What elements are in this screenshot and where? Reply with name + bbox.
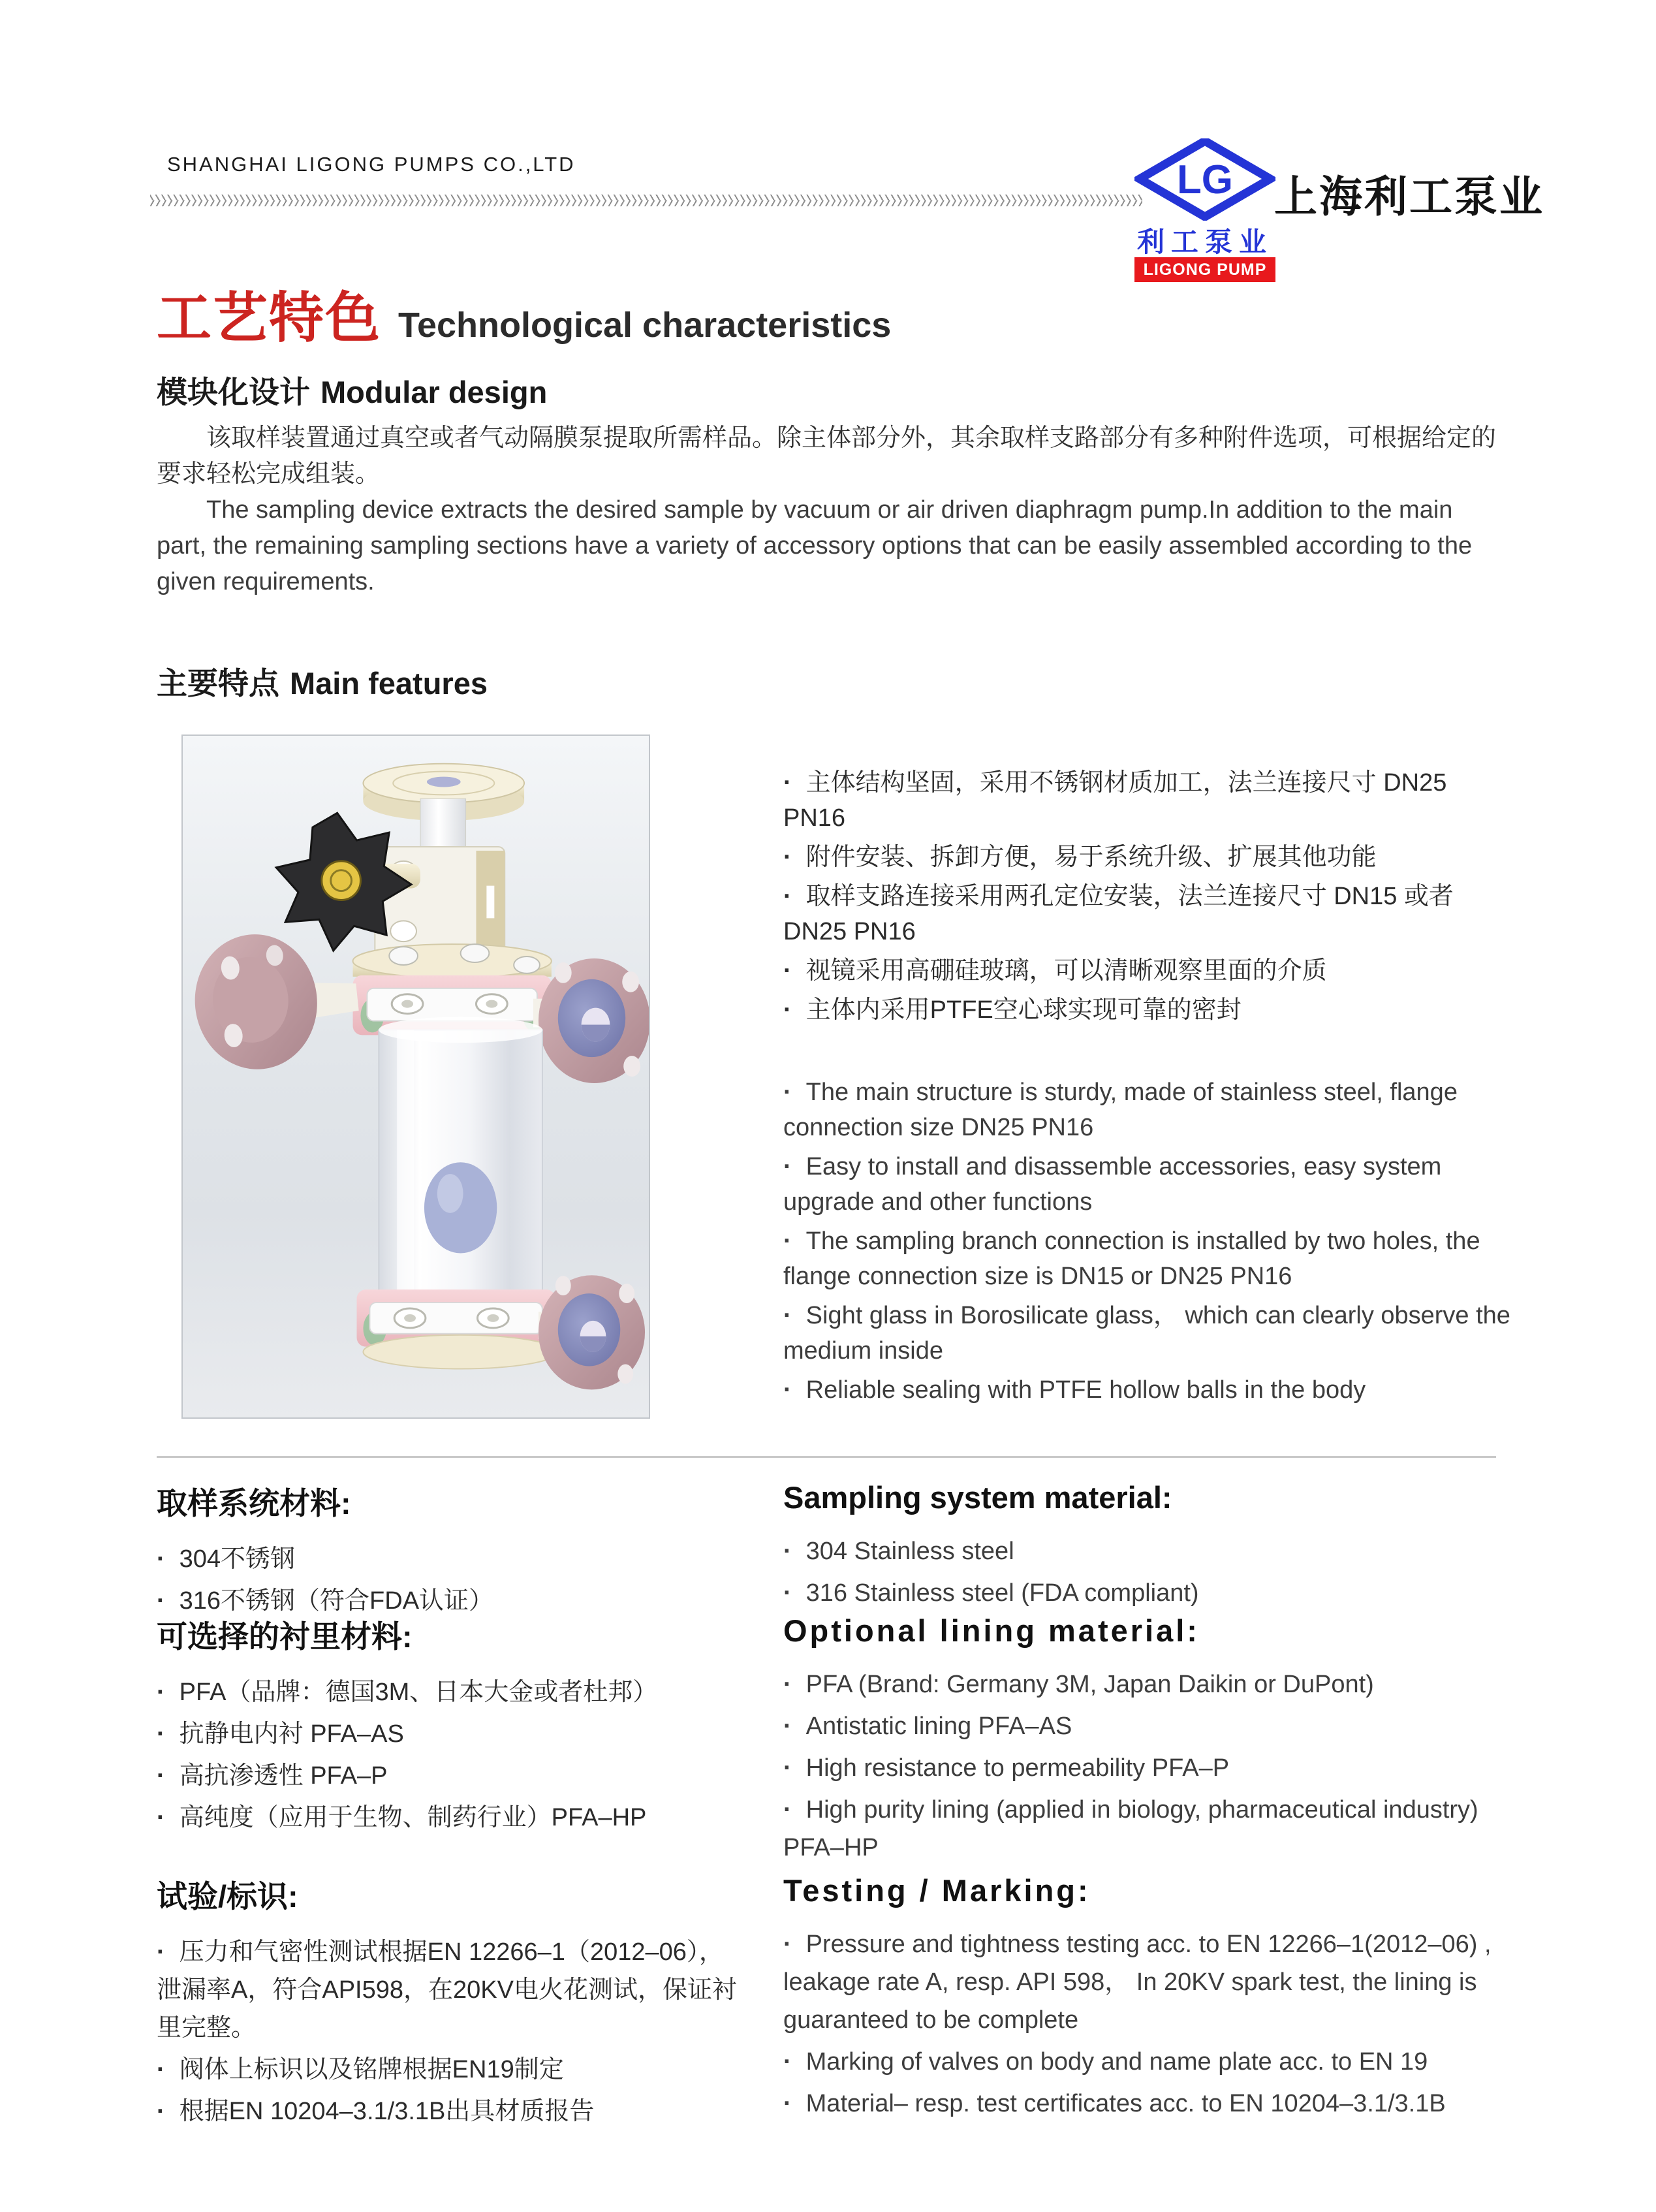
lining-material-heading-cn: 可选择的衬里材料: [157, 1619, 413, 1654]
lining-item: · Antistatic lining PFA–AS [783, 1707, 1524, 1745]
feature-item: · The main structure is sturdy, made of stainless steel, flange connection size DN25 PN16 [783, 1075, 1522, 1145]
ptfe-ball [424, 1162, 497, 1253]
feature-item: · 主体内采用PTFE空心球实现可靠的密封 [783, 992, 1513, 1028]
logo-chinese-name: 利工泵业 [1136, 227, 1273, 257]
modular-heading-en: Modular design [320, 375, 548, 409]
lining-item: · 高抗渗透性 PFA–P [157, 1757, 747, 1795]
testing-item: · 阀体上标识以及铭牌根据EN19制定 [157, 2051, 747, 2089]
lg-diamond-icon [1134, 138, 1275, 221]
lining-item: · High resistance to permeability PFA–P [783, 1749, 1524, 1787]
lining-item: · 抗静电内衬 PFA–AS [157, 1715, 747, 1753]
feature-item: · Reliable sealing with PTFE hollow balls in the body [783, 1372, 1522, 1408]
lining-item: · 高纯度（应用于生物、制药行业）PFA–HP [157, 1799, 747, 1837]
page-title [157, 274, 891, 353]
testing-item: · Pressure and tightness testing acc. to EN 12266–1(2012–06) , leakage rate A, resp. API 598， In 20KV spark test, the lining is guaranteed to be complete [783, 1925, 1524, 2039]
feature-item: · Easy to install and disassemble accessories, easy system upgrade and other functions [783, 1149, 1522, 1220]
valve-bonnet [375, 847, 505, 957]
sampling-material-heading-en: Sampling system material: [783, 1480, 1172, 1515]
sampling-valve-illustration [183, 736, 649, 1417]
section-divider [157, 1456, 1496, 1458]
features-heading-cn: 主要特点 [157, 666, 279, 701]
testing-marking-cn [157, 1872, 747, 2134]
testing-marking-en [783, 1872, 1524, 2126]
sampling-material-heading-cn: 取样系统材料: [157, 1486, 351, 1521]
logo-english-name: LIGONG PUMP [1143, 260, 1267, 279]
sampling-material-en [783, 1479, 1524, 1616]
lining-item: · PFA (Brand: Germany 3M, Japan Daikin or DuPont) [783, 1666, 1524, 1703]
features-list-cn [783, 765, 1513, 1032]
modular-design-text [157, 420, 1505, 600]
features-list-en [783, 1075, 1522, 1412]
feature-item: · 取样支路连接采用两孔定位安装，法兰连接尺寸 DN15 或者 DN25 PN16 [783, 879, 1513, 949]
feature-item: · 视镜采用高硼硅玻璃，可以清晰观察里面的介质 [783, 953, 1513, 988]
main-features-heading [157, 659, 488, 703]
feature-item: · The sampling branch connection is installed by two holes, the flange connection size is DN15 or DN25 PN16 [783, 1224, 1522, 1294]
testing-item: · Marking of valves on body and name plate acc. to EN 19 [783, 2043, 1524, 2081]
modular-paragraph-en: The sampling device extracts the desired sample by vacuum or air driven diaphragm pump.In addition to the main part, the remaining sampling sections have a variety of accessory options that can be easily assembled according to the given requirements. [157, 496, 1473, 595]
material-item: · 316 Stainless steel (FDA compliant) [783, 1574, 1524, 1612]
svg-text:LG: LG [1176, 157, 1234, 202]
lining-material-en [783, 1613, 1524, 1871]
material-item: · 304不锈钢 [157, 1540, 747, 1578]
testing-marking-heading-cn: 试验/标识: [157, 1879, 298, 1914]
features-heading-en: Main features [290, 666, 488, 701]
material-item: · 304 Stainless steel [783, 1532, 1524, 1570]
feature-item: · Sight glass in Borosilicate glass， which can clearly observe the medium inside [783, 1298, 1522, 1368]
lining-material-heading-en: Optional lining material: [783, 1613, 1200, 1648]
page-title-en: Technological characteristics [398, 306, 892, 345]
valve-mid-flange [353, 944, 552, 978]
company-logo [1134, 138, 1275, 279]
company-name: SHANGHAI LIGONG PUMPS CO.,LTD [167, 153, 576, 176]
bottom-right-flange [539, 1275, 645, 1389]
lining-item: · PFA（品牌：德国3M、日本大金或者杜邦） [157, 1673, 747, 1711]
sampling-material-cn [157, 1479, 747, 1624]
testing-marking-heading-en: Testing / Marking: [783, 1873, 1091, 1908]
testing-item: · Material– resp. test certificates acc. to EN 10204–3.1/3.1B [783, 2085, 1524, 2123]
right-flange [533, 958, 649, 1083]
lower-pink-band [357, 1289, 558, 1368]
lining-item: · High purity lining (applied in biology, pharmaceutical industry) PFA–HP [783, 1791, 1524, 1867]
modular-design-heading [157, 368, 547, 412]
feature-item: · 附件安装、拆卸方便，易于系统升级、扩展其他功能 [783, 840, 1513, 875]
testing-item: · 压力和气密性测试根据EN 12266–1（2012–06），泄漏率A，符合API598，在20KV电火花测试，保证衬里完整。 [157, 1933, 747, 2047]
logo-english-bar [1134, 257, 1275, 282]
product-photo [181, 735, 650, 1419]
valve-neck [420, 798, 466, 851]
brand-name-chinese: 上海利工泵业 [1274, 172, 1544, 221]
modular-heading-cn: 模块化设计 [157, 375, 310, 409]
testing-item: · 根据EN 10204–3.1/3.1B出具材质报告 [157, 2093, 747, 2130]
material-item: · 316不锈钢（符合FDA认证） [157, 1582, 747, 1620]
lining-material-cn [157, 1613, 747, 1841]
modular-paragraph-cn: 该取样装置通过真空或者气动隔膜泵提取所需样品。除主体部分外，其余取样支路部分有多种附件选项，可根据给定的要求轻松完成组装。 [157, 424, 1497, 488]
page-title-cn: 工艺特色 [157, 287, 382, 349]
sight-glass-cylinder [379, 1017, 542, 1303]
feature-item: · 主体结构坚固，采用不锈钢材质加工，法兰连接尺寸 DN25 PN16 [783, 765, 1513, 836]
chevron-divider [150, 195, 1142, 206]
